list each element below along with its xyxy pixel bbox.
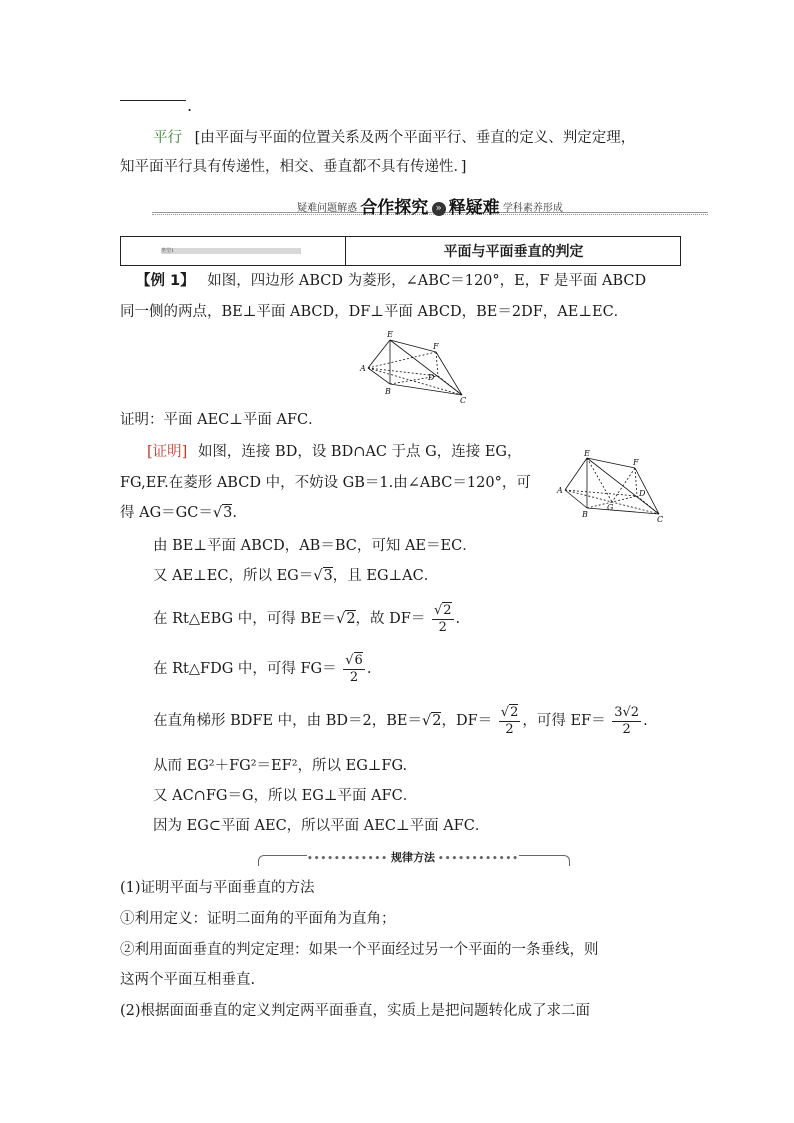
proof-text-7a: 在 Rt△FDG 中，可得 FG＝	[153, 661, 337, 677]
pf-edge-fd	[635, 468, 637, 496]
pf-edge-ae	[565, 458, 587, 490]
frac-ef-num: 3√2	[614, 704, 640, 720]
proof-text-1: 如图，连接 BD，设 BD∩AC 于点 G，连接 EG，	[197, 444, 522, 460]
frac-df2-num: 2	[510, 704, 519, 720]
pf-label-f: F	[633, 458, 639, 467]
proof-line-2: FG,EF.在菱形 ABCD 中，不妨设 GB＝1.由∠ABC＝120°，可	[120, 475, 531, 491]
section-banner	[152, 191, 708, 217]
banner-left: 疑难问题解惑	[297, 203, 358, 214]
method-header	[258, 852, 568, 868]
banner-right: 学科素养形成	[502, 203, 563, 214]
banner-title-1: 合作探究	[360, 198, 429, 218]
proof-line-9: 从而 EG²＋FG²＝EF²，所以 EG⊥FG.	[153, 758, 408, 774]
label-c: C	[460, 396, 467, 404]
proof-line-6: 在 Rt△EBG 中，可得 BE＝√2，故 DF＝ $\frac{√2}{2}$ .	[153, 602, 461, 635]
pf-label-e: E	[584, 449, 590, 458]
label-b: B	[385, 387, 391, 396]
frac-df-num: 2	[443, 602, 452, 618]
answer-text: 平行	[153, 130, 182, 146]
proof-text-8d: ，可得 EF＝	[522, 713, 606, 729]
label-a: A	[360, 364, 366, 373]
answer-explanation: [由平面与平面的位置关系及两个平面平行、垂直的定义、判定定理，	[194, 130, 636, 146]
proof-sqrt-8: 2	[432, 713, 442, 729]
proof-line-8: 在直角梯形 BDFE 中，由 BD＝2，BE＝√2，DF＝ $\frac{√2}{2}$ ，可得 EF＝ $\frac{3√2}{2}$ .	[153, 704, 648, 737]
example-line-2: 同一侧的两点，BE⊥平面 ABCD，DF⊥平面 ABCD，BE＝2DF，AE⊥EC．	[120, 304, 629, 320]
frac-df: $\frac{√2}{2}$	[433, 602, 452, 635]
frac-ef	[612, 705, 641, 738]
edge-ae	[368, 340, 390, 368]
proof-line-3: 得 AG＝GC＝√3.	[120, 505, 237, 521]
type-table	[120, 236, 681, 266]
proof-line-11: 因为 EG⊂平面 AEC，所以平面 AEC⊥平面 AFC．	[153, 818, 490, 834]
method-line-3: ②利用面面垂直的判定定理：如果一个平面经过另一个平面的一条垂线，则	[120, 942, 599, 958]
label-f: F	[433, 342, 439, 351]
type-tag: 类型1	[161, 248, 301, 254]
method-line-5: (2)根据面面垂直的定义判定两平面垂直，实质上是把问题转化成了求二面	[120, 1003, 591, 1019]
edge-ef	[390, 340, 436, 352]
method-dots-left: ••••••••••••	[306, 854, 388, 864]
pf-edge-ab	[565, 490, 587, 508]
proof-text-5a: 又 AE⊥EC，所以 EG＝	[153, 568, 314, 584]
edge-ab	[368, 368, 390, 384]
banner-arrow-icon: »	[432, 202, 446, 216]
method-title-wrap	[258, 849, 568, 865]
pf-edge-eg	[587, 458, 612, 502]
frac-ef-den: 2	[622, 721, 631, 737]
proof-line-10: 又 AC∩FG＝G，所以 EG⊥平面 AFC．	[153, 788, 418, 804]
proof-label: [证明]	[147, 444, 188, 460]
proof-line-1	[147, 442, 522, 462]
banner-title-2: 释疑难	[448, 198, 500, 218]
frac-df-den: 2	[438, 619, 447, 635]
answer-explanation-cont: 知平面平行具有传递性，相交、垂直都不具有传递性．]	[120, 159, 467, 175]
type-cell	[121, 237, 346, 265]
frac-fg-den: 2	[349, 669, 359, 685]
proof-line-5: 又 AE⊥EC，所以 EG＝√3，且 EG⊥AC．	[153, 568, 439, 584]
label-d: D	[428, 373, 435, 382]
pf-label-d: D	[639, 489, 646, 498]
edge-fc	[436, 352, 462, 395]
frac-fg-num: 6	[354, 652, 363, 668]
example-goal: 证明：平面 AEC⊥平面 AFC．	[120, 412, 323, 428]
frac-df2-den: 2	[505, 721, 514, 737]
pf-label-c: C	[657, 515, 664, 522]
proof-text-6a: 在 Rt△EBG 中，可得 BE＝	[153, 611, 337, 627]
proof-text-5c: ，且 EG⊥AC．	[332, 568, 439, 584]
proof-text-3c: .	[232, 505, 237, 521]
banner-text	[152, 193, 708, 218]
proof-sqrt-3: 3	[223, 505, 233, 521]
type-title: 平面与平面垂直的判定	[443, 244, 584, 260]
pf-label-g: G	[607, 503, 614, 512]
answer-blank	[120, 100, 186, 101]
pf-edge-ad	[565, 490, 637, 496]
method-line-2: ①利用定义：证明二面角的平面角为直角；	[120, 911, 396, 927]
pf-label-a: A	[557, 486, 563, 495]
method-title: 规律方法	[388, 851, 438, 864]
example-text-1: 如图，四边形 ABCD 为菱形，∠ABC＝120°，E，F 是平面 ABCD	[207, 273, 647, 289]
method-dots-right: ••••••••••••	[438, 854, 520, 864]
frac-df-2: $\frac{√2}{2}$	[500, 704, 519, 737]
answer-line	[153, 128, 635, 148]
proof-text-6c: ，故 DF＝	[355, 611, 426, 627]
proof-text-8a: 在直角梯形 BDFE 中，由 BD＝2，BE＝	[153, 713, 422, 729]
proof-text-3a: 得 AG＝GC＝	[120, 505, 213, 521]
example-label: 【例 1】	[136, 273, 195, 289]
edge-bc	[390, 384, 462, 395]
blank-period: .	[187, 96, 193, 115]
edge-fd	[436, 352, 438, 376]
example-line-1	[136, 271, 646, 291]
proof-sqrt-5: 3	[323, 568, 333, 584]
pf-edge-ef	[587, 458, 635, 468]
proof-line-4: 由 BE⊥平面 ABCD，AB＝BC，可知 AE＝EC．	[153, 538, 477, 554]
label-e: E	[387, 330, 393, 339]
method-line-1: (1)证明平面与平面垂直的方法	[120, 880, 315, 896]
example-figure	[352, 328, 472, 404]
frac-fg: $\frac{√6}{2}$	[345, 652, 363, 685]
proof-sqrt-6: 2	[346, 611, 356, 627]
pf-label-b: B	[582, 510, 588, 519]
method-line-4: 这两个平面互相垂直.	[120, 972, 256, 988]
proof-figure	[553, 446, 673, 522]
proof-text-8c: ，DF＝	[441, 713, 493, 729]
proof-line-7: 在 Rt△FDG 中，可得 FG＝ $\frac{√6}{2}$ .	[153, 652, 372, 685]
